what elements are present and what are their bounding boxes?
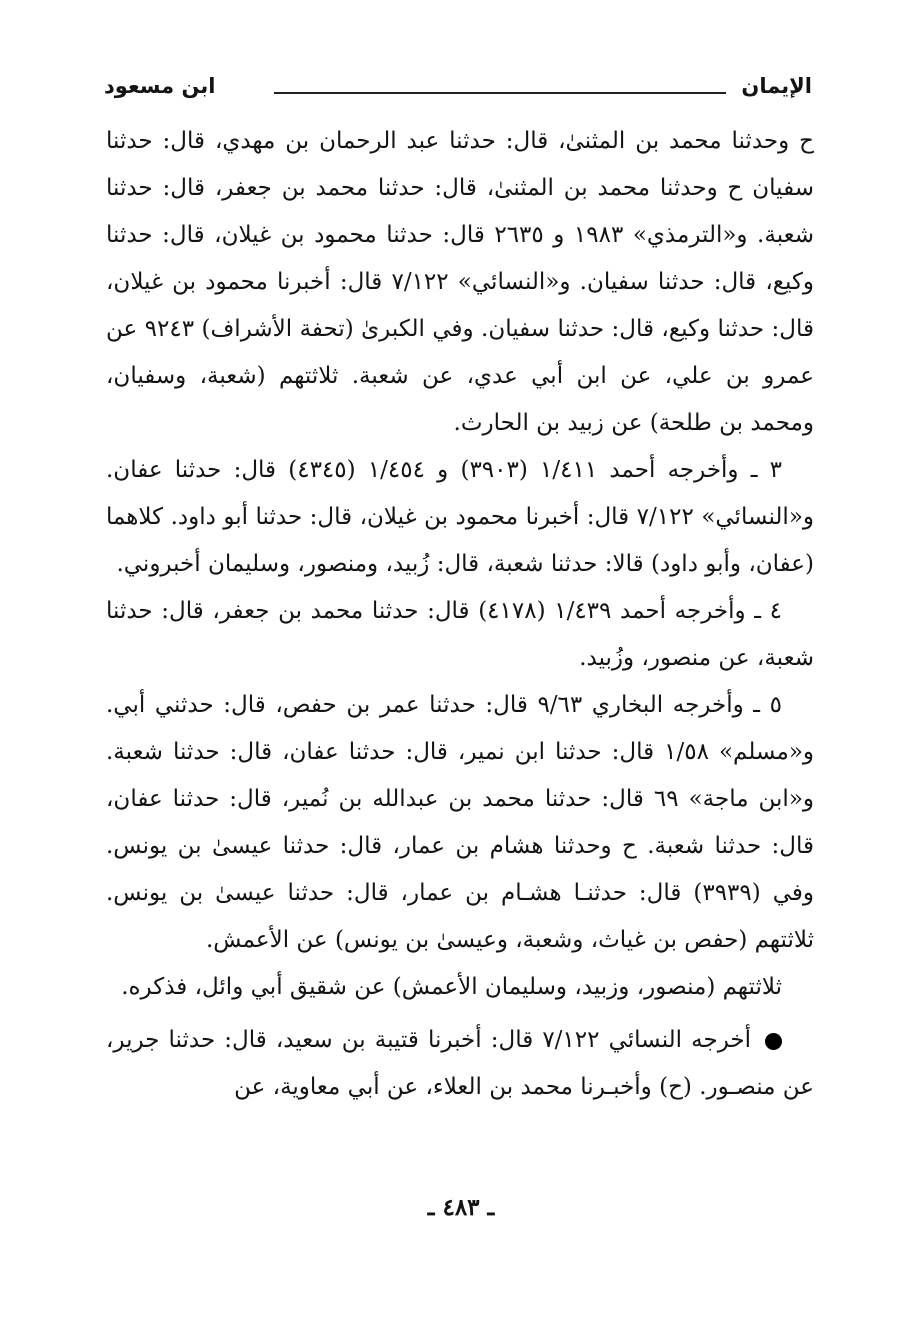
section-title: ابن مسعود <box>104 74 216 98</box>
running-header <box>104 72 812 106</box>
chapter-title: الإيمان <box>741 74 812 98</box>
header-rule <box>274 92 726 94</box>
paragraph-source-4: ٤ ـ وأخرجه أحمد ١/٤٣٩ (٤١٧٨) قال: حدثنا محمد بن جعفر، قال: حدثنا شعبة، عن منصور، وزُبيد. <box>106 598 814 671</box>
paragraph-source-5: ٥ ـ وأخرجه البخاري ٩/٦٣ قال: حدثنا عمر بن حفص، قال: حدثني أبي. و«مسلم» ١/٥٨ قال: حدثنا ابن نمير، قال: حدثنا عفان، قال: حدثنا شعبة. و«ابن ماجة» ٦٩ قال: حدثنا محمد بن عبدالله بن نُمير، قال: حدثنا عفان، قال: حدثنا شعبة. ح وحدثنا هشام بن عمار، قال: حدثنا عيسىٰ بن يونس. وفي (٣٩٣٩) قال: حدثنـا هشـام بن عمار، قال: حدثنا عيسىٰ بن يونس. ثلاثتهم (حفص بن غياث، وشعبة، وعيسىٰ بن يونس) عن الأعمش. <box>106 692 814 953</box>
paragraph-summary: ثلاثتهم (منصور، وزبيد، وسليمان الأعمش) عن شقيق أبي وائل، فذكره. <box>121 974 782 1000</box>
paragraph-chain-continuation: ح وحدثنا محمد بن المثنىٰ، قال: حدثنا عبد الرحمان بن مهدي، قال: حدثنا سفيان ح وحدثنا محمد بن المثنىٰ، قال: حدثنا محمد بن جعفر، قال: حدثنا شعبة. و«الترمذي» ١٩٨٣ و ٢٦٣٥ قال: حدثنا محمود بن غيلان، قال: حدثنا وكيع، قال: حدثنا سفيان. و«النسائي» ٧/١٢٢ قال: أخبرنا محمود بن غيلان، قال: حدثنا وكيع، قال: حدثنا سفيان. وفي الكبرىٰ (تحفة الأشراف) ٩٢٤٣ عن عمرو بن علي، عن ابن أبي عدي، عن شعبة. ثلاثتهم (شعبة، وسفيان، ومحمد بن طلحة) عن زبيد بن الحارث. <box>106 128 815 436</box>
body-text <box>106 118 814 1111</box>
paragraph-bulleted-source <box>106 1017 814 1111</box>
paragraph-source-3: ٣ ـ وأخرجه أحمد ١/٤١١ (٣٩٠٣) و ١/٤٥٤ (٤٣٤٥) قال: حدثنا عفان. و«النسائي» ٧/١٢٢ قال: أخبرنا محمود بن غيلان، قال: حدثنا أبو داود. كلاهما (عفان، وأبو داود) قالا: حدثنا شعبة، قال: زُبيد، ومنصور، وسليمان أخبروني. <box>106 457 815 577</box>
page-number: ـ ٤٨٣ ـ <box>427 1194 495 1221</box>
filled-circle-bullet-icon <box>765 1033 782 1050</box>
bulleted-source-text: أخرجه النسائي ٧/١٢٢ قال: أخبرنا قتيبة بن سعيد، قال: حدثنا جرير، عن منصـور. (ح) وأخبـرنا محمد بن العلاء، عن أبي معاوية، عن <box>106 1027 814 1100</box>
